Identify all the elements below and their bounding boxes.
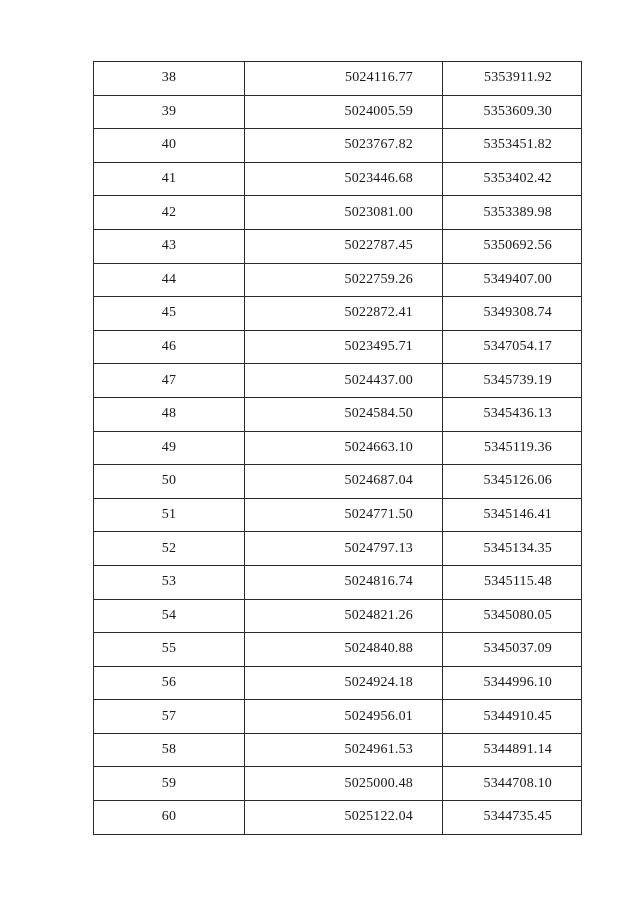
x-coordinate: 5024797.13 <box>344 540 413 556</box>
table-row <box>94 95 582 129</box>
table-row <box>94 700 582 734</box>
x-coordinate: 5024956.01 <box>344 708 413 724</box>
x-coordinate-cell <box>245 397 443 431</box>
x-coordinate-cell <box>245 700 443 734</box>
point-number: 49 <box>161 439 177 455</box>
y-coordinate: 5345436.13 <box>483 406 552 422</box>
table-row <box>94 162 582 196</box>
x-coordinate: 5024584.50 <box>344 406 413 422</box>
point-number-cell <box>94 229 245 263</box>
x-coordinate-cell <box>245 95 443 129</box>
table-row <box>94 431 582 465</box>
point-number: 46 <box>161 339 177 355</box>
table-row <box>94 565 582 599</box>
point-number: 56 <box>161 674 177 690</box>
x-coordinate: 5024437.00 <box>344 372 413 388</box>
point-number-cell <box>94 465 245 499</box>
point-number-cell <box>94 397 245 431</box>
y-coordinate: 5344910.45 <box>483 708 552 724</box>
y-coordinate-cell <box>443 397 582 431</box>
point-number-cell <box>94 364 245 398</box>
x-coordinate-cell <box>245 465 443 499</box>
y-coordinate: 5344891.14 <box>483 742 552 758</box>
y-coordinate-cell <box>443 196 582 230</box>
x-coordinate-cell <box>245 801 443 835</box>
table-row <box>94 229 582 263</box>
y-coordinate-cell <box>443 95 582 129</box>
point-number: 55 <box>161 641 177 657</box>
y-coordinate: 5344735.45 <box>483 809 552 825</box>
y-coordinate: 5353451.82 <box>483 137 552 153</box>
y-coordinate: 5353389.98 <box>483 204 552 220</box>
y-coordinate-cell <box>443 330 582 364</box>
y-coordinate: 5349407.00 <box>483 271 552 287</box>
x-coordinate: 5024961.53 <box>344 742 413 758</box>
point-number-cell <box>94 666 245 700</box>
point-number: 60 <box>161 809 177 825</box>
x-coordinate: 5025000.48 <box>344 775 413 791</box>
table-row <box>94 465 582 499</box>
x-coordinate: 5025122.04 <box>344 809 413 825</box>
y-coordinate: 5353609.30 <box>483 103 552 119</box>
point-number-cell <box>94 95 245 129</box>
y-coordinate-cell <box>443 364 582 398</box>
point-number-cell <box>94 801 245 835</box>
x-coordinate-cell <box>245 229 443 263</box>
x-coordinate: 5024821.26 <box>344 607 413 623</box>
y-coordinate-cell <box>443 162 582 196</box>
point-number-cell <box>94 162 245 196</box>
y-coordinate-cell <box>443 599 582 633</box>
table-row <box>94 599 582 633</box>
y-coordinate: 5345134.35 <box>483 540 552 556</box>
y-coordinate-cell <box>443 297 582 331</box>
x-coordinate-cell <box>245 532 443 566</box>
table-row <box>94 297 582 331</box>
y-coordinate-cell <box>443 666 582 700</box>
table-row <box>94 666 582 700</box>
x-coordinate-cell <box>245 431 443 465</box>
point-number: 51 <box>161 507 177 523</box>
x-coordinate: 5024663.10 <box>344 439 413 455</box>
y-coordinate: 5344996.10 <box>483 674 552 690</box>
y-coordinate: 5345115.48 <box>484 574 552 590</box>
x-coordinate-cell <box>245 196 443 230</box>
y-coordinate: 5345037.09 <box>483 641 552 657</box>
y-coordinate: 5344708.10 <box>483 775 552 791</box>
y-coordinate-cell <box>443 431 582 465</box>
point-number-cell <box>94 700 245 734</box>
point-number: 38 <box>161 70 177 86</box>
y-coordinate: 5350692.56 <box>483 238 552 254</box>
point-number: 52 <box>161 540 177 556</box>
y-coordinate-cell <box>443 801 582 835</box>
x-coordinate: 5023495.71 <box>344 339 413 355</box>
table-row <box>94 801 582 835</box>
y-coordinate-cell <box>443 62 582 96</box>
point-number-cell <box>94 297 245 331</box>
table-row <box>94 129 582 163</box>
y-coordinate: 5345739.19 <box>483 372 552 388</box>
x-coordinate-cell <box>245 297 443 331</box>
point-number-cell <box>94 330 245 364</box>
table-row <box>94 196 582 230</box>
table-row <box>94 62 582 96</box>
y-coordinate-cell <box>443 565 582 599</box>
point-number: 47 <box>161 372 177 388</box>
point-number: 57 <box>161 708 177 724</box>
y-coordinate-cell <box>443 532 582 566</box>
point-number: 44 <box>161 271 177 287</box>
table-row <box>94 733 582 767</box>
y-coordinate: 5345126.06 <box>483 473 552 489</box>
point-number-cell <box>94 263 245 297</box>
y-coordinate: 5353911.92 <box>484 70 552 86</box>
x-coordinate: 5023767.82 <box>344 137 413 153</box>
x-coordinate-cell <box>245 263 443 297</box>
x-coordinate-cell <box>245 633 443 667</box>
y-coordinate-cell <box>443 633 582 667</box>
table-row <box>94 532 582 566</box>
x-coordinate: 5022872.41 <box>344 305 413 321</box>
x-coordinate-cell <box>245 498 443 532</box>
coordinate-table-body <box>94 62 582 835</box>
x-coordinate: 5024771.50 <box>344 507 413 523</box>
point-number: 58 <box>161 742 177 758</box>
x-coordinate: 5024924.18 <box>344 674 413 690</box>
table-row <box>94 263 582 297</box>
point-number-cell <box>94 129 245 163</box>
point-number: 45 <box>161 305 177 321</box>
point-number-cell <box>94 196 245 230</box>
x-coordinate-cell <box>245 599 443 633</box>
point-number: 40 <box>161 137 177 153</box>
table-row <box>94 767 582 801</box>
y-coordinate: 5349308.74 <box>483 305 552 321</box>
y-coordinate: 5345080.05 <box>483 607 552 623</box>
y-coordinate-cell <box>443 229 582 263</box>
point-number: 59 <box>161 775 177 791</box>
point-number: 39 <box>161 103 177 119</box>
point-number-cell <box>94 565 245 599</box>
y-coordinate: 5347054.17 <box>483 339 552 355</box>
x-coordinate: 5024005.59 <box>344 103 413 119</box>
table-row <box>94 633 582 667</box>
x-coordinate-cell <box>245 767 443 801</box>
x-coordinate: 5024687.04 <box>344 473 413 489</box>
y-coordinate-cell <box>443 767 582 801</box>
table-row <box>94 364 582 398</box>
point-number: 50 <box>161 473 177 489</box>
y-coordinate: 5345146.41 <box>483 507 552 523</box>
x-coordinate: 5023081.00 <box>344 204 413 220</box>
point-number-cell <box>94 767 245 801</box>
point-number-cell <box>94 733 245 767</box>
table-row <box>94 330 582 364</box>
y-coordinate: 5353402.42 <box>483 171 552 187</box>
y-coordinate-cell <box>443 263 582 297</box>
point-number: 53 <box>161 574 177 590</box>
x-coordinate-cell <box>245 330 443 364</box>
point-number-cell <box>94 633 245 667</box>
x-coordinate: 5022787.45 <box>344 238 413 254</box>
point-number: 48 <box>161 406 177 422</box>
y-coordinate-cell <box>443 465 582 499</box>
x-coordinate-cell <box>245 162 443 196</box>
y-coordinate: 5345119.36 <box>484 439 552 455</box>
x-coordinate: 5024840.88 <box>344 641 413 657</box>
point-number-cell <box>94 532 245 566</box>
x-coordinate: 5024116.77 <box>345 70 413 86</box>
y-coordinate-cell <box>443 700 582 734</box>
table-row <box>94 397 582 431</box>
point-number: 42 <box>161 204 177 220</box>
point-number-cell <box>94 599 245 633</box>
x-coordinate-cell <box>245 733 443 767</box>
point-number: 54 <box>161 607 177 623</box>
x-coordinate-cell <box>245 129 443 163</box>
point-number: 43 <box>161 238 177 254</box>
y-coordinate-cell <box>443 498 582 532</box>
y-coordinate-cell <box>443 733 582 767</box>
y-coordinate-cell <box>443 129 582 163</box>
x-coordinate-cell <box>245 62 443 96</box>
table-row <box>94 498 582 532</box>
point-number: 41 <box>161 171 177 187</box>
point-number-cell <box>94 62 245 96</box>
point-number-cell <box>94 431 245 465</box>
coordinate-table <box>93 61 582 835</box>
x-coordinate: 5022759.26 <box>344 271 413 287</box>
x-coordinate: 5023446.68 <box>344 171 413 187</box>
x-coordinate: 5024816.74 <box>344 574 413 590</box>
x-coordinate-cell <box>245 364 443 398</box>
x-coordinate-cell <box>245 666 443 700</box>
point-number-cell <box>94 498 245 532</box>
x-coordinate-cell <box>245 565 443 599</box>
